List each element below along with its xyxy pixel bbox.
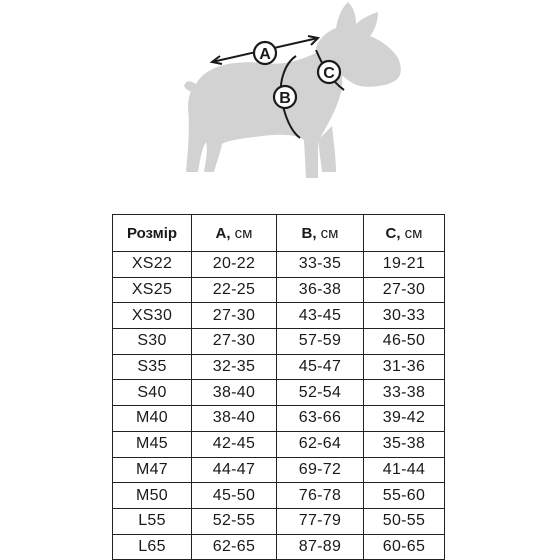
cell-a: 44-47 [192,457,277,483]
cell-size: XS30 [113,303,192,329]
table-row [113,252,445,278]
cell-size: M40 [113,406,192,432]
header-b: B, см [277,215,364,252]
table-row [113,277,445,303]
marker-c-label: C [323,65,335,82]
cell-b: 77-79 [277,508,364,534]
cell-c: 33-38 [364,380,445,406]
cell-b: 33-35 [277,252,364,278]
cell-b: 45-47 [277,354,364,380]
cell-size: M45 [113,431,192,457]
cell-size: XS22 [113,252,192,278]
cell-b: 63-66 [277,406,364,432]
header-size: Розмір [113,215,192,252]
cell-c: 39-42 [364,406,445,432]
cell-b: 36-38 [277,277,364,303]
cell-c: 19-21 [364,252,445,278]
cell-b: 87-89 [277,534,364,560]
cell-a: 62-65 [192,534,277,560]
cell-a: 52-55 [192,508,277,534]
cell-b: 57-59 [277,329,364,355]
cell-b: 52-54 [277,380,364,406]
marker-c [318,61,340,83]
cell-size: L55 [113,508,192,534]
cell-c: 41-44 [364,457,445,483]
table-row [113,431,445,457]
cell-size: M50 [113,483,192,509]
table-row [113,534,445,560]
table-row [113,354,445,380]
cell-a: 38-40 [192,380,277,406]
cell-b: 62-64 [277,431,364,457]
cell-c: 35-38 [364,431,445,457]
cell-c: 46-50 [364,329,445,355]
cell-a: 42-45 [192,431,277,457]
cell-b: 76-78 [277,483,364,509]
table-row [113,329,445,355]
cell-c: 31-36 [364,354,445,380]
cell-c: 27-30 [364,277,445,303]
marker-b [274,86,296,108]
cell-a: 27-30 [192,303,277,329]
table-row [113,483,445,509]
size-table [112,214,445,560]
cell-a: 45-50 [192,483,277,509]
cell-a: 27-30 [192,329,277,355]
cell-c: 50-55 [364,508,445,534]
cell-size: L65 [113,534,192,560]
cell-b: 43-45 [277,303,364,329]
table-row [113,508,445,534]
cell-a: 32-35 [192,354,277,380]
cell-c: 55-60 [364,483,445,509]
cell-b: 69-72 [277,457,364,483]
marker-a [254,42,276,64]
cell-a: 20-22 [192,252,277,278]
cell-size: S30 [113,329,192,355]
marker-a-label: A [259,46,271,63]
table-row [113,457,445,483]
header-a: A, см [192,215,277,252]
table-row [113,406,445,432]
cell-size: XS25 [113,277,192,303]
cell-size: S35 [113,354,192,380]
table-row [113,303,445,329]
header-c: C, см [364,215,445,252]
cell-size: M47 [113,457,192,483]
cell-a: 22-25 [192,277,277,303]
dog-measurement-illustration [0,0,560,200]
cell-a: 38-40 [192,406,277,432]
cell-c: 30-33 [364,303,445,329]
marker-b-label: B [279,90,291,107]
table-row [113,380,445,406]
cell-size: S40 [113,380,192,406]
cell-c: 60-65 [364,534,445,560]
table-header-row [113,215,445,252]
